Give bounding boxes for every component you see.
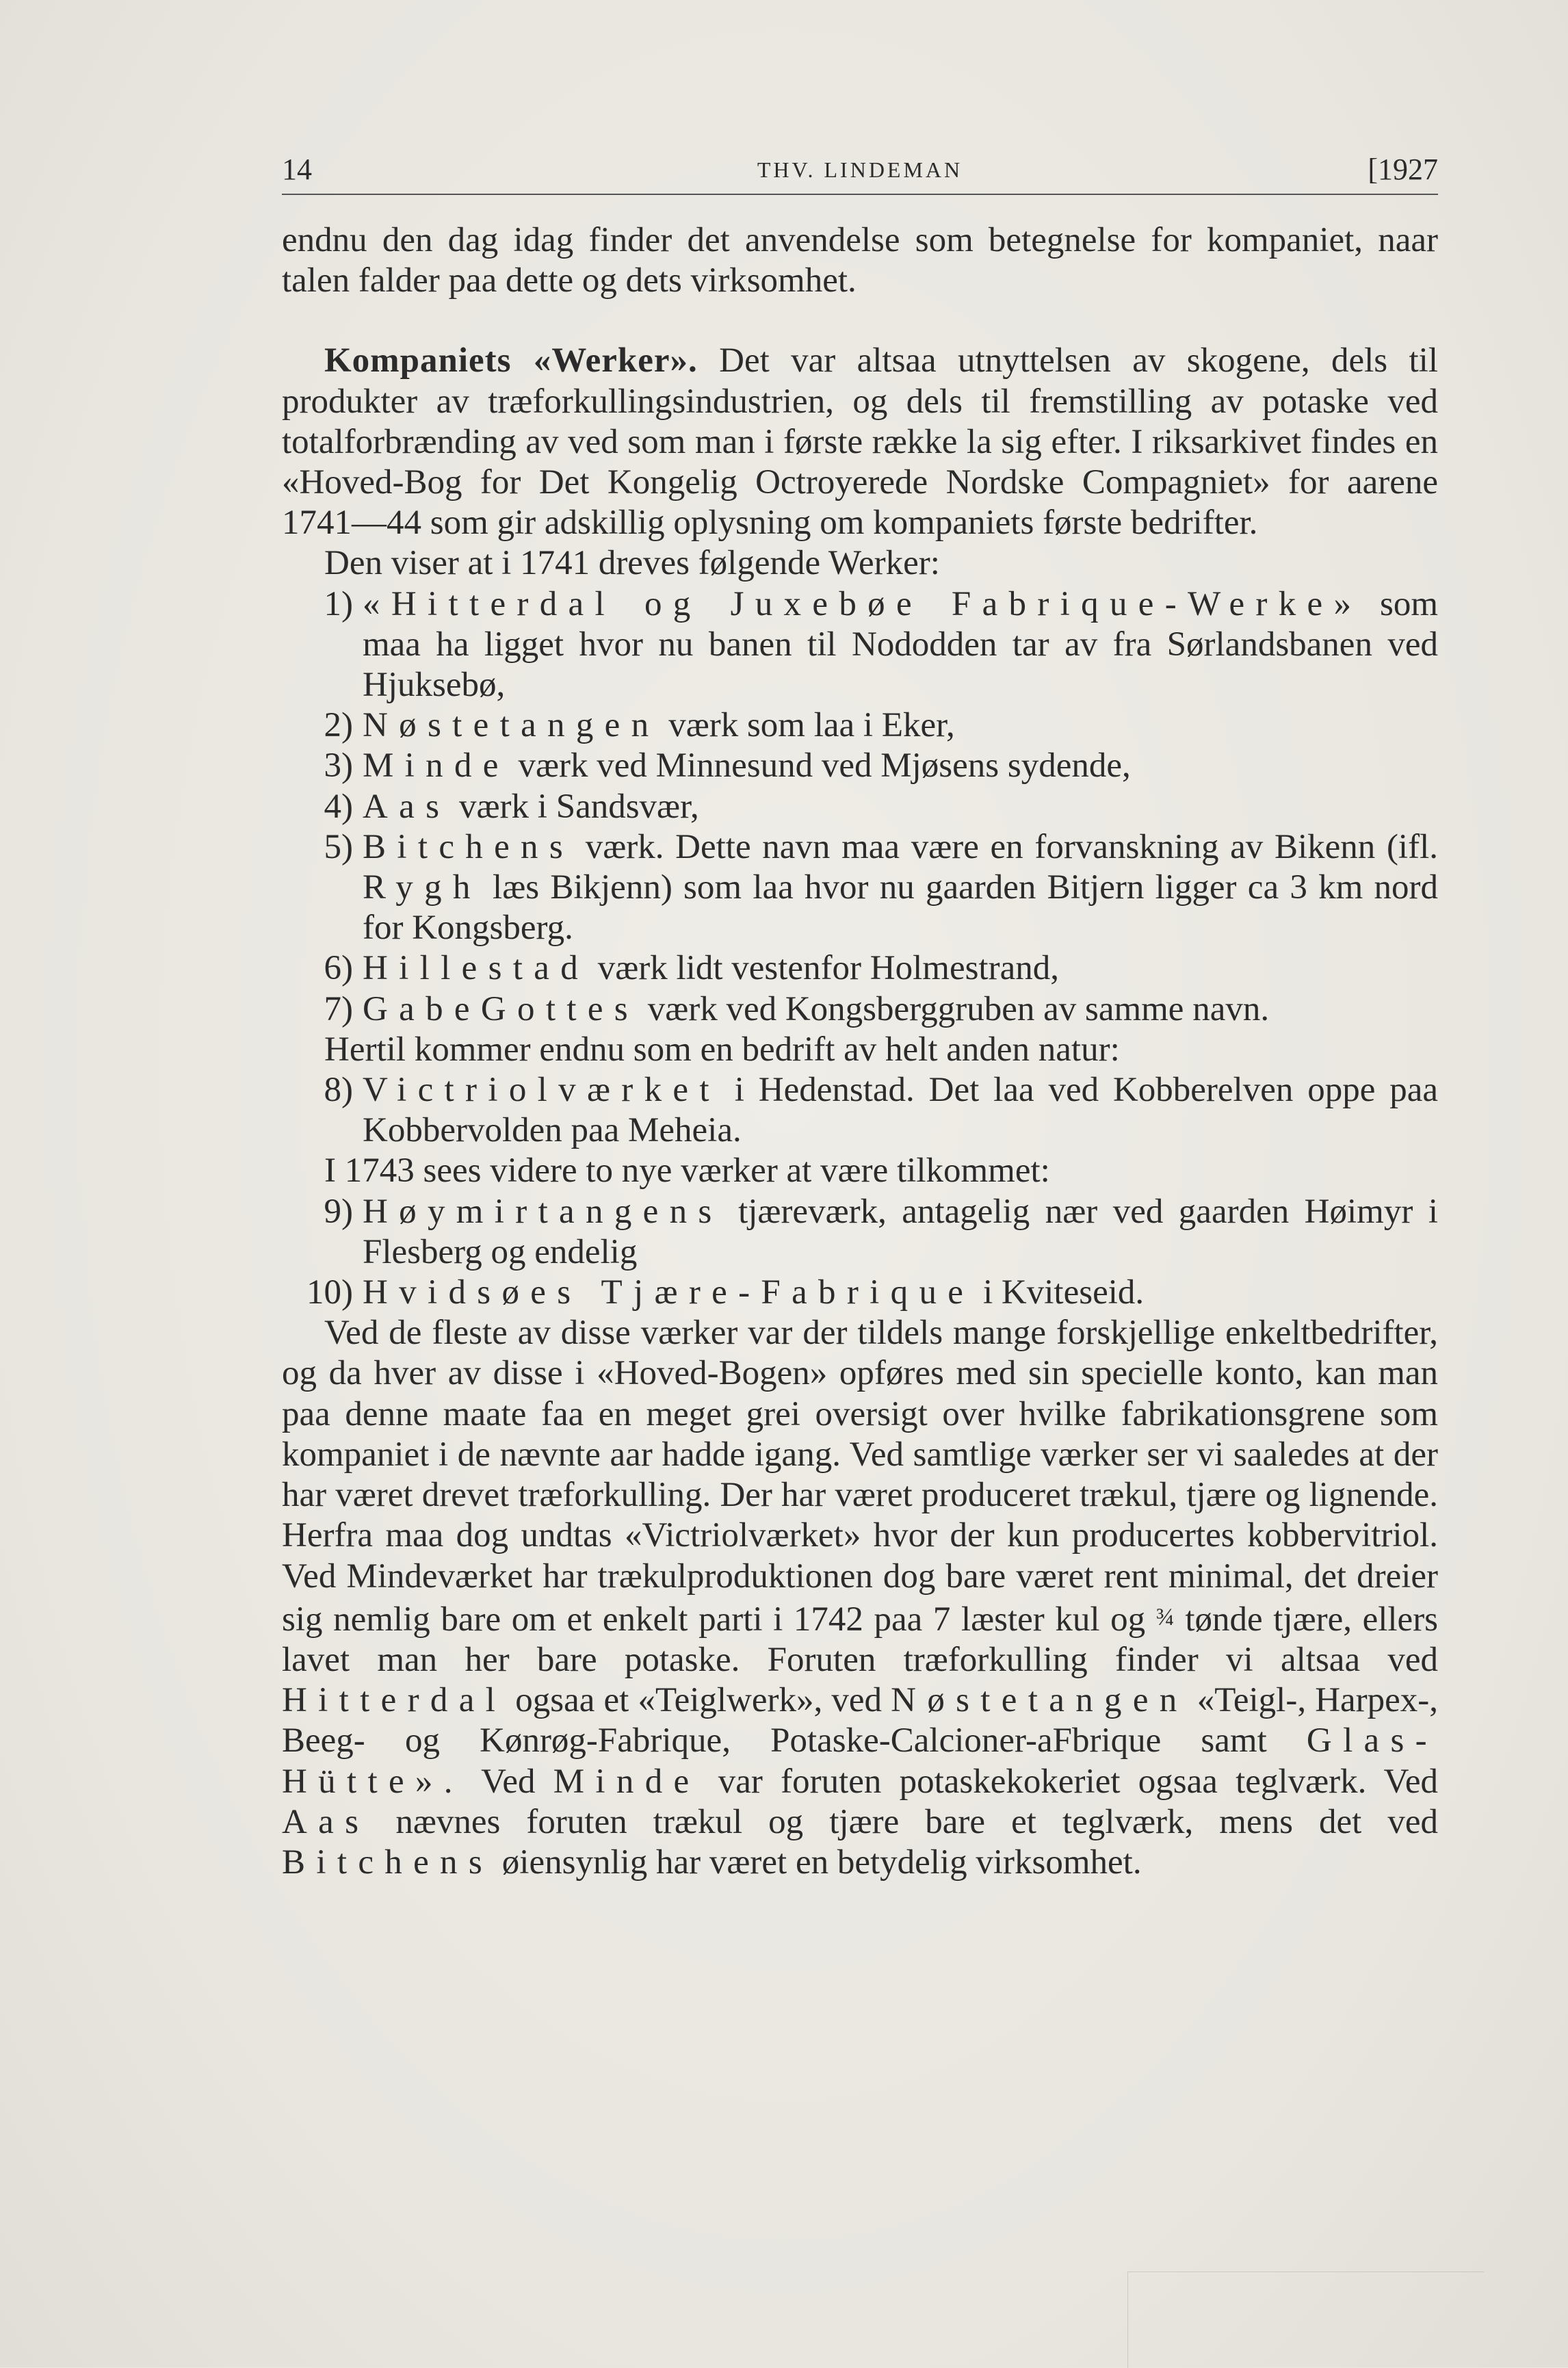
work-name: Aas — [363, 787, 451, 826]
spaced-name: Aas — [282, 1802, 370, 1841]
work-name: Victriolværket — [363, 1071, 720, 1110]
spaced-name: Hitterdal — [282, 1681, 507, 1720]
body-text — [282, 220, 1438, 1883]
work-name: Minde — [363, 746, 510, 785]
work-name: Hillestad — [363, 949, 590, 988]
spaced-name: Glas-Hütte». — [282, 1721, 1438, 1801]
list-item: 4) Aas værk i Sandsvær, — [324, 787, 699, 826]
work-name: Hvidsøes Tjære-Fabrique — [363, 1273, 975, 1312]
author-name: Rygh — [363, 868, 482, 907]
work-name: GabeGottes — [363, 989, 639, 1028]
intro-paragraph: endnu den dag idag finder det anvendelse som betegnelse for kompaniet, naar talen falder paa dette og dets virksomhet. — [282, 221, 1438, 300]
section-text: Det var altsaa utnyttelsen av skogene, dels til produkter av træforkullingsindustrien, og dels til fremstilling av potaske ved totalforbrænding av ved som man i første række la sig efter. I riksarkivet findes en «Hoved-Bog for Det Kongelig Octroyerede Nordske Compagniet» for aarene 1741—44 som gir adskillig oplysning om kompaniets første bedrifter. — [282, 341, 1438, 543]
list-item: 2) Nøstetangen værk som laa i Eker, — [324, 706, 955, 745]
list-item: 5) Bitchens værk. Dette navn maa være en forvanskning av Bikenn (ifl. Rygh læs Bikjenn) som laa hvor nu gaarden Bitjern ligger ca 3 km nord for Kongsberg. — [324, 827, 1439, 948]
section-paragraph — [282, 341, 1438, 543]
page-edge-mark — [1127, 2272, 1484, 2368]
page-header — [282, 152, 1438, 193]
list-item: 8) Victriolværket i Hedenstad. Det laa ved Kobberelven oppe paa Kobbervolden paa Meheia. — [324, 1071, 1438, 1150]
list-item: 10) Hvidsøes Tjære-Fabrique i Kviteseid. — [306, 1273, 1145, 1312]
works-list-b — [282, 1070, 1438, 1151]
work-name: Bitchens — [363, 827, 575, 866]
spaced-name: Minde — [553, 1762, 701, 1801]
running-title: THV. LINDEMAN — [757, 157, 963, 182]
list-item: 7) GabeGottes værk ved Kongsberggruben av samme navn. — [324, 989, 1270, 1028]
header-year: [1927 — [1368, 153, 1438, 186]
final-paragraph: Ved de fleste av disse værker var der tildels mange forskjellige enkeltbedrifter, og da hver av disse i «Hoved-Bogen» opføres med sin specielle konto, kan man paa denne maate faa en meget grei oversigt over hvilke fabrikationsgrene som kompaniet i de nævnte aar hadde igang. Ved samtlige værker ser vi saaledes at der har været drevet træforkulling. Der har været produceret trækul, tjære og lignende. Herfra maa dog undtas «Victriolværket» hvor der kun producertes kobbervitriol. Ved Mindeværket har trækulproduktionen dog bare været rent minimal, det dreier sig nemlig bare om et enkelt parti i 1742 paa 7 læster kul og ¾ tønde tjære, ellers lavet man her bare potaske. Foruten træforkulling finder vi altsaa ved Hitterdal ogsaa et «Teiglwerk», ved Nøstetangen «Teigl-, Harpex-, Beeg- og Kønrøg-Fabrique, Potaske-Calcioner-aFbrique samt Glas-Hütte». Ved Minde var foruten potaskekokeriet ogsaa teglværk. Ved Aas nævnes foruten trækul og tjære bare et teglværk, mens det ved Bitchens øiensynlig har været en betydelig virksomhet. — [282, 1314, 1439, 1882]
work-name: Nøstetangen — [363, 706, 660, 745]
list-item: 6) Hillestad værk lidt vestenfor Holmestrand, — [324, 949, 1059, 988]
page-number: 14 — [282, 153, 312, 186]
list-interlude-1: Hertil kommer endnu som en bedrift av helt anden natur: — [324, 1030, 1120, 1069]
list-item: 3) Minde værk ved Minnesund ved Mjøsens sydende, — [324, 746, 1131, 785]
list-intro: Den viser at i 1741 dreves følgende Werker: — [324, 544, 940, 583]
work-name: Høymirtangens — [363, 1192, 723, 1231]
works-list — [282, 584, 1438, 1030]
list-item: 1) «Hitterdal og Juxebøe Fabrique-Werke» som maa ha ligget hvor nu banen til Nododden tar av fra Sørlandsbanen ved Hjuksebø, — [324, 584, 1438, 705]
works-list-c — [282, 1192, 1438, 1314]
list-item: 9) Høymirtangens tjæreværk, antagelig nær ved gaarden Høimyr i Flesberg og endelig — [324, 1192, 1438, 1271]
header-rule — [282, 194, 1438, 195]
work-name: «Hitterdal og Juxebøe Fabrique-Werke» — [363, 584, 1363, 623]
fraction: ¾ — [1155, 1602, 1175, 1630]
section-heading: Kompaniets «Werker». — [324, 341, 698, 380]
spaced-name: Nøstetangen — [891, 1681, 1188, 1720]
spaced-name: Bitchens — [282, 1843, 494, 1882]
list-interlude-2: I 1743 sees videre to nye værker at være tilkommet: — [324, 1152, 1050, 1190]
